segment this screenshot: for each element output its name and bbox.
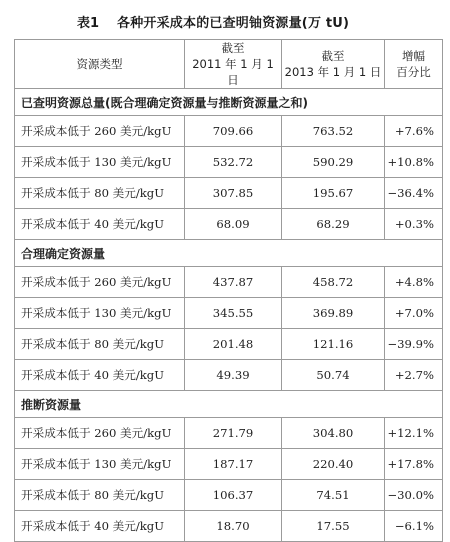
- change-percent: +4.8%: [385, 267, 443, 298]
- header-2013-line1: 截至: [321, 49, 345, 63]
- header-change: [385, 40, 443, 89]
- section-header-inferred: [15, 391, 443, 418]
- row-label: 开采成本低于 80 美元/kgU: [15, 480, 185, 511]
- change-percent: −30.0%: [385, 480, 443, 511]
- value-2011: 532.72: [185, 147, 282, 178]
- value-2011: 18.70: [185, 511, 282, 542]
- value-2013: 17.55: [282, 511, 385, 542]
- table-number: 表1: [77, 16, 100, 31]
- value-2011: 201.48: [185, 329, 282, 360]
- change-percent: +7.0%: [385, 298, 443, 329]
- change-percent: +2.7%: [385, 360, 443, 391]
- value-2013: 121.16: [282, 329, 385, 360]
- value-2013: 590.29: [282, 147, 385, 178]
- header-resource-type: 资源类型: [15, 40, 185, 89]
- header-2011-line2: 2011 年 1 月 1 日: [192, 57, 274, 87]
- value-2013: 763.52: [282, 116, 385, 147]
- header-2013: [282, 40, 385, 89]
- header-2011: [185, 40, 282, 89]
- table-row: [15, 209, 443, 240]
- value-2013: 50.74: [282, 360, 385, 391]
- value-2013: 304.80: [282, 418, 385, 449]
- value-2013: 195.67: [282, 178, 385, 209]
- table-row: [15, 329, 443, 360]
- uranium-resources-table: [14, 39, 443, 542]
- change-percent: +17.8%: [385, 449, 443, 480]
- value-2011: 49.39: [185, 360, 282, 391]
- header-2011-line1: 截至: [221, 41, 245, 55]
- value-2011: 437.87: [185, 267, 282, 298]
- table-row: [15, 178, 443, 209]
- row-label: 开采成本低于 40 美元/kgU: [15, 511, 185, 542]
- table-row: [15, 480, 443, 511]
- value-2011: 106.37: [185, 480, 282, 511]
- table-row: [15, 360, 443, 391]
- change-percent: +0.3%: [385, 209, 443, 240]
- table-row: [15, 298, 443, 329]
- value-2013: 74.51: [282, 480, 385, 511]
- value-2011: 271.79: [185, 418, 282, 449]
- table-row: [15, 147, 443, 178]
- row-label: 开采成本低于 80 美元/kgU: [15, 178, 185, 209]
- section-title: 已查明资源总量(既合理确定资源量与推断资源量之和): [15, 89, 443, 116]
- header-change-line2: 百分比: [396, 65, 431, 79]
- value-2011: 187.17: [185, 449, 282, 480]
- row-label: 开采成本低于 130 美元/kgU: [15, 449, 185, 480]
- row-label: 开采成本低于 40 美元/kgU: [15, 209, 185, 240]
- value-2013: 369.89: [282, 298, 385, 329]
- header-row: [15, 40, 443, 89]
- change-percent: −36.4%: [385, 178, 443, 209]
- table-row: [15, 511, 443, 542]
- change-percent: +7.6%: [385, 116, 443, 147]
- row-label: 开采成本低于 260 美元/kgU: [15, 418, 185, 449]
- value-2011: 345.55: [185, 298, 282, 329]
- value-2011: 709.66: [185, 116, 282, 147]
- change-percent: +10.8%: [385, 147, 443, 178]
- row-label: 开采成本低于 130 美元/kgU: [15, 298, 185, 329]
- header-change-line1: 增幅: [402, 49, 425, 63]
- section-title: 合理确定资源量: [15, 240, 443, 267]
- row-label: 开采成本低于 130 美元/kgU: [15, 147, 185, 178]
- table-row: [15, 418, 443, 449]
- section-header-reasonably-assured: [15, 240, 443, 267]
- value-2011: 68.09: [185, 209, 282, 240]
- table-row: [15, 116, 443, 147]
- row-label: 开采成本低于 40 美元/kgU: [15, 360, 185, 391]
- header-2013-line2: 2013 年 1 月 1 日: [284, 65, 382, 79]
- change-percent: −6.1%: [385, 511, 443, 542]
- value-2013: 68.29: [282, 209, 385, 240]
- table-title: 各种开采成本的已查明铀资源量(万 tU): [117, 16, 350, 31]
- table-row: [15, 449, 443, 480]
- value-2011: 307.85: [185, 178, 282, 209]
- value-2013: 220.40: [282, 449, 385, 480]
- value-2013: 458.72: [282, 267, 385, 298]
- table-row: [15, 267, 443, 298]
- row-label: 开采成本低于 80 美元/kgU: [15, 329, 185, 360]
- row-label: 开采成本低于 260 美元/kgU: [15, 116, 185, 147]
- section-header-total: [15, 89, 443, 116]
- section-title: 推断资源量: [15, 391, 443, 418]
- change-percent: −39.9%: [385, 329, 443, 360]
- change-percent: +12.1%: [385, 418, 443, 449]
- row-label: 开采成本低于 260 美元/kgU: [15, 267, 185, 298]
